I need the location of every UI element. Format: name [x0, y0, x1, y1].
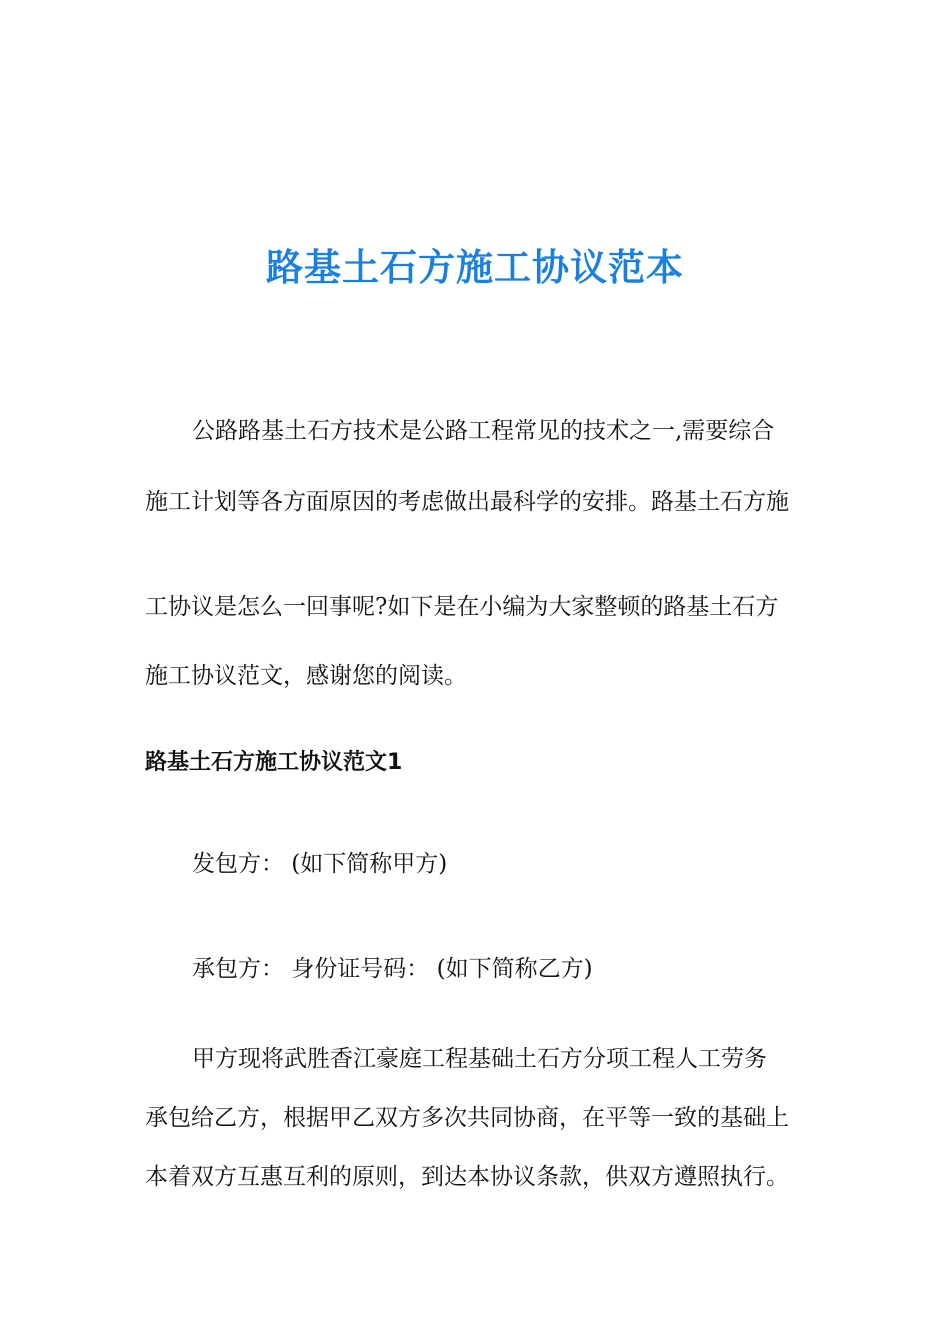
party-b-line: 承包方： 身份证号码： (如下简称乙方) — [192, 956, 593, 982]
document-title: 路基土石方施工协议范本 — [266, 246, 684, 289]
section-heading: 路基土石方施工协议范文1 — [145, 750, 403, 775]
party-a-line: 发包方： (如下简称甲方) — [192, 851, 448, 877]
agreement-line-2: 承包给乙方，根据甲乙双方多次共同协商，在平等一致的基础上 — [145, 1105, 789, 1131]
intro-line-3: 工协议是怎么一回事呢?如下是在小编为大家整顿的路基土石方 — [145, 594, 779, 620]
intro-line-1: 公路路基土石方技术是公路工程常见的技术之一,需要综合 — [192, 418, 775, 444]
agreement-line-1: 甲方现将武胜香江豪庭工程基础土石方分项工程人工劳务 — [192, 1046, 767, 1072]
intro-line-4: 施工协议范文，感谢您的阅读。 — [145, 663, 467, 689]
agreement-line-3: 本着双方互惠互利的原则，到达本协议条款，供双方遵照执行。 — [145, 1164, 789, 1190]
intro-line-2: 施工计划等各方面原因的考虑做出最科学的安排。路基土石方施 — [145, 489, 789, 515]
